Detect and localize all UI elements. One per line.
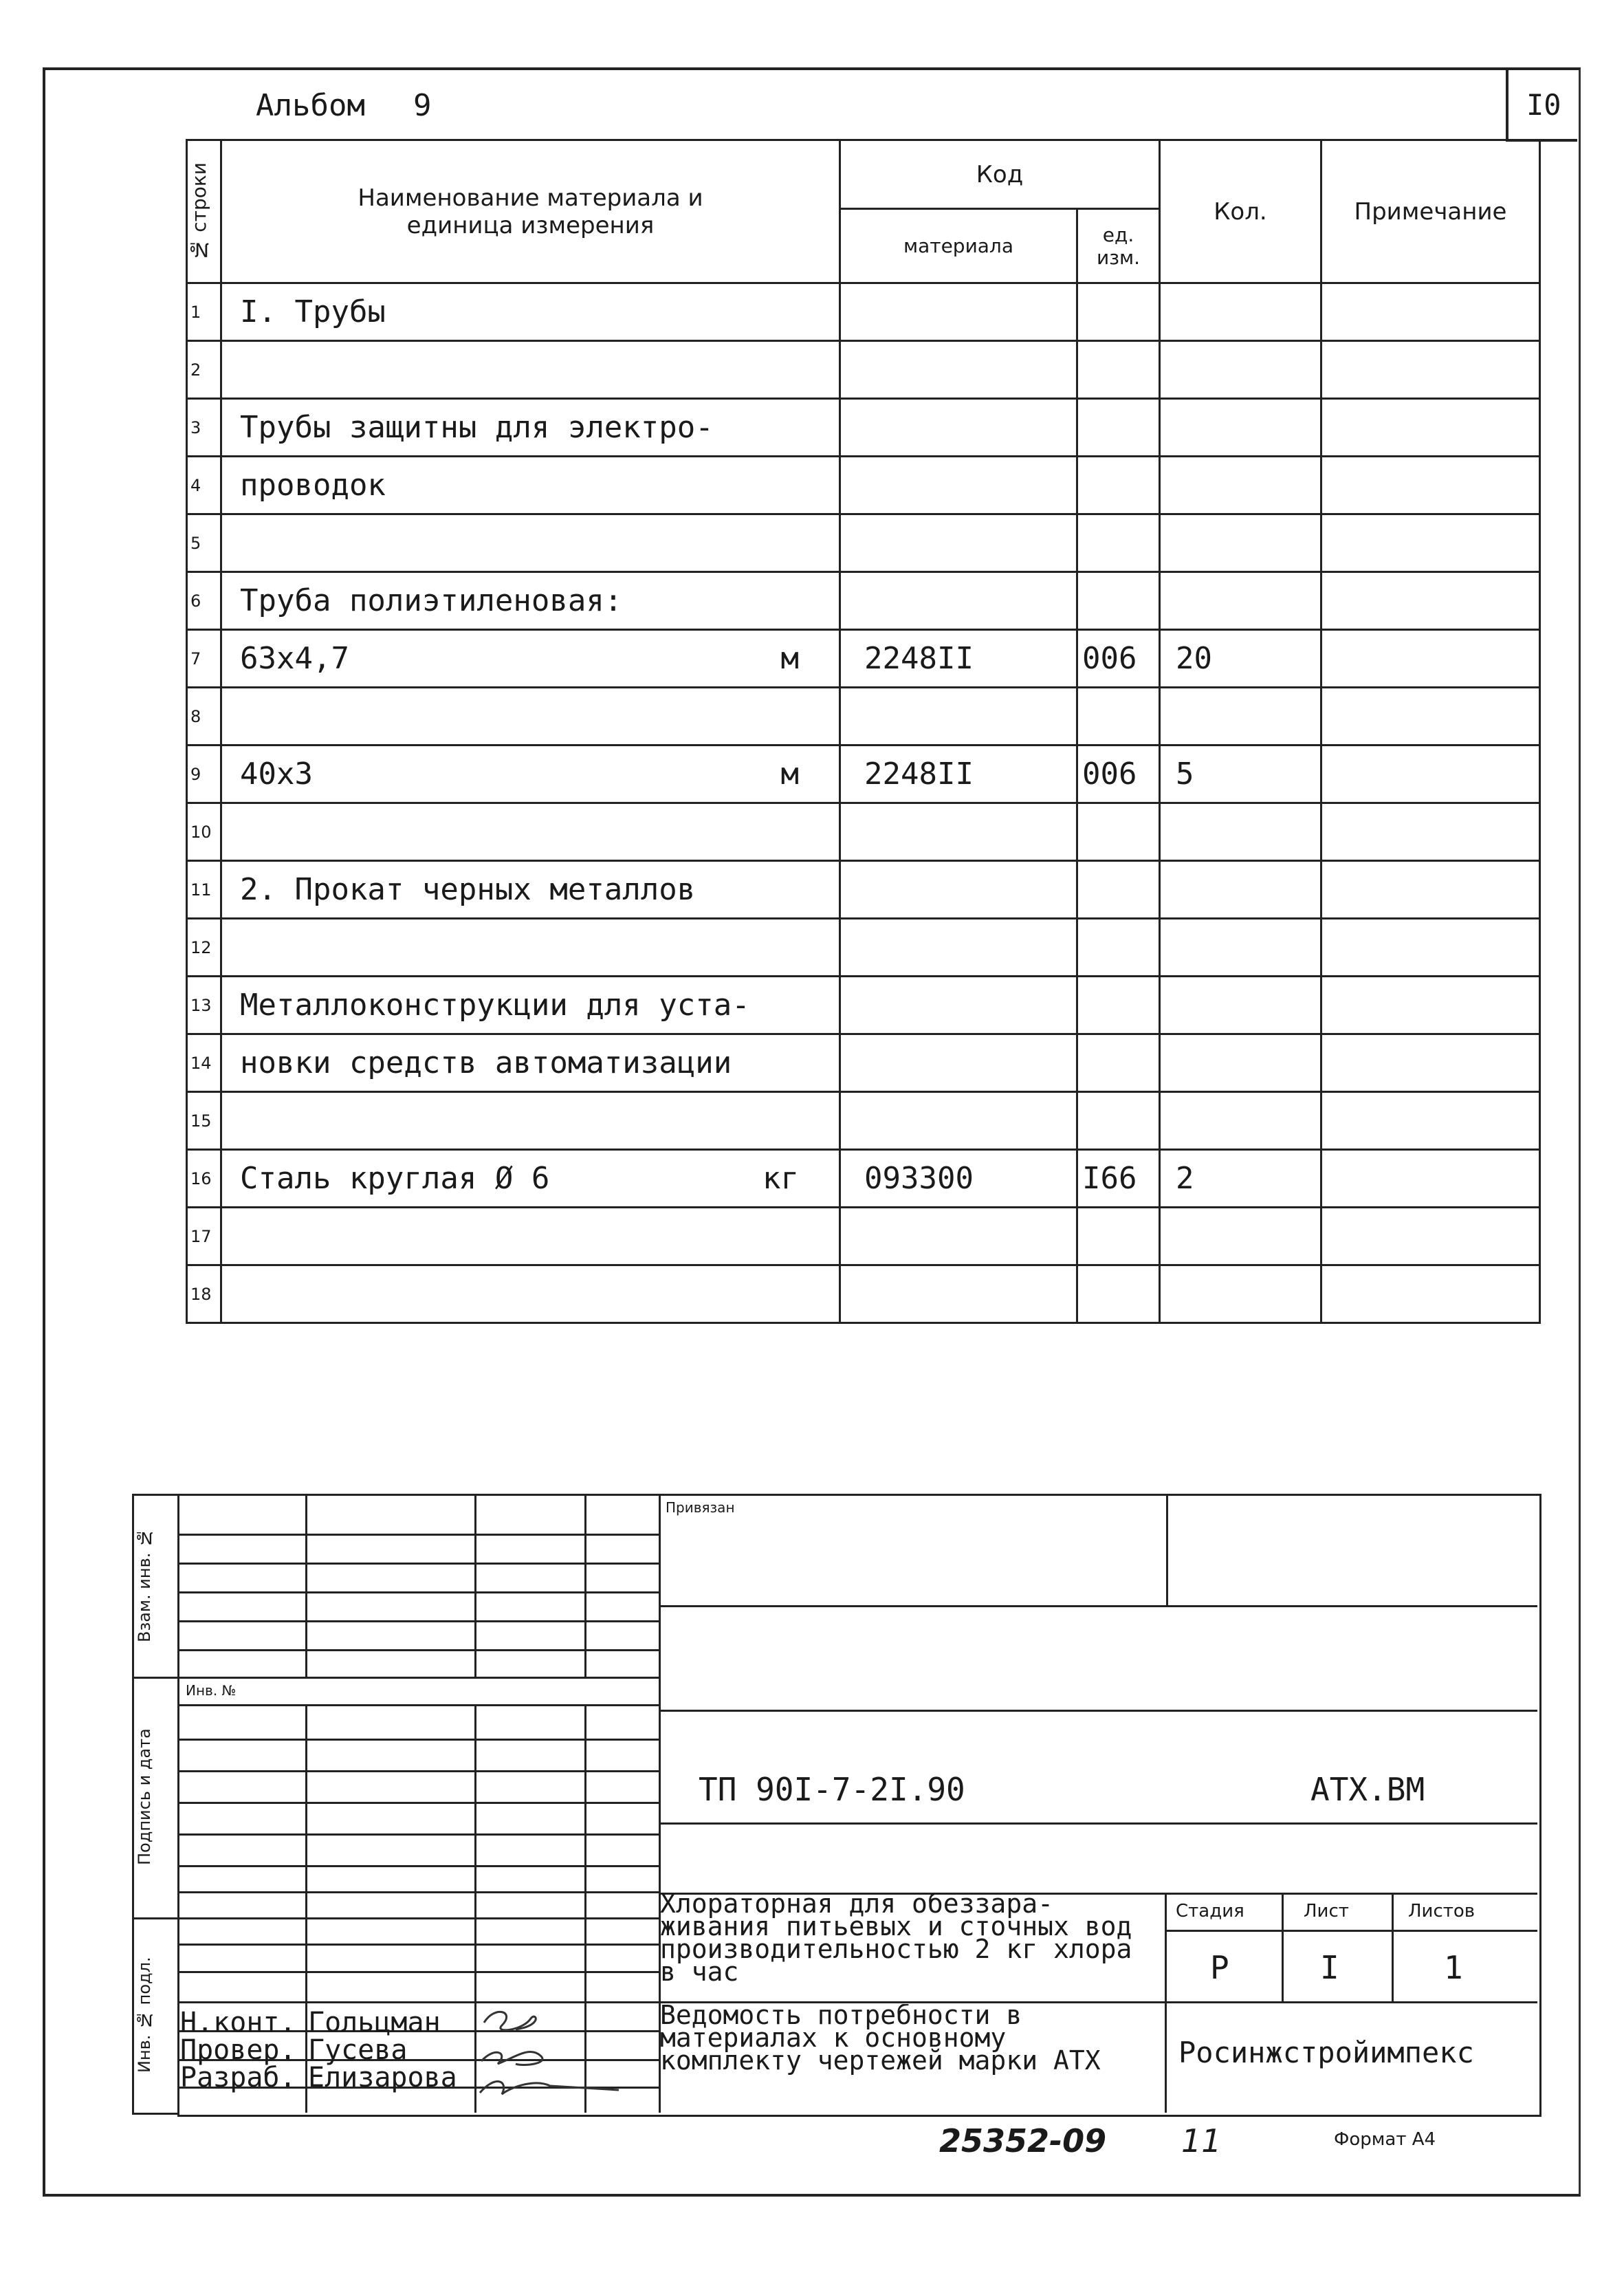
material-code [840, 861, 1077, 919]
col-code-unit-header: ед. изм. [1077, 209, 1160, 283]
unit-code [1077, 1092, 1160, 1150]
note [1321, 977, 1540, 1034]
unit-code [1077, 977, 1160, 1034]
note [1321, 803, 1540, 861]
table-row [187, 803, 1540, 861]
table-row [187, 861, 1540, 919]
material-name-cell [221, 977, 840, 1034]
table-row [187, 572, 1540, 630]
row-number: 4 [187, 457, 221, 514]
material-name-cell [221, 1092, 840, 1150]
material-name: новки средств автоматизации [240, 1045, 732, 1080]
unit-code [1077, 1208, 1160, 1265]
col-name-header: Наименование материала и единица измерения [221, 140, 840, 283]
material-name-cell [221, 919, 840, 977]
quantity [1160, 514, 1321, 572]
quantity [1160, 688, 1321, 745]
unit-code [1077, 514, 1160, 572]
note [1321, 572, 1540, 630]
inv-no-label: Инв. № [186, 1682, 237, 1699]
unit-code [1077, 572, 1160, 630]
table-row [187, 745, 1540, 803]
table-row [187, 1208, 1540, 1265]
sheets-value: 1 [1444, 1949, 1463, 1986]
row-number: 11 [187, 861, 221, 919]
unit-code [1077, 1034, 1160, 1092]
row-number: 9 [187, 745, 221, 803]
row-number: 8 [187, 688, 221, 745]
note [1321, 688, 1540, 745]
table-row [187, 457, 1540, 514]
unit-code [1077, 1265, 1160, 1323]
material-name-cell [221, 688, 840, 745]
format-label: Формат А4 [1334, 2129, 1436, 2150]
table-row [187, 1265, 1540, 1323]
note [1321, 1265, 1540, 1323]
label-vzam-inv: Взам. инв. № [135, 1528, 154, 1642]
material-name: 40x3 [240, 756, 313, 792]
material-name-cell [221, 514, 840, 572]
material-name-cell [221, 399, 840, 457]
note [1321, 341, 1540, 399]
unit-code [1077, 803, 1160, 861]
col-code-material-header: материала [840, 209, 1077, 283]
quantity: 2 [1160, 1150, 1321, 1208]
row-number: 12 [187, 919, 221, 977]
material-code [840, 514, 1077, 572]
material-name-cell [221, 457, 840, 514]
material-unit-label: м [780, 641, 799, 676]
row-number: 6 [187, 572, 221, 630]
quantity [1160, 1208, 1321, 1265]
material-code: 2248II [840, 745, 1077, 803]
material-code [840, 399, 1077, 457]
note [1321, 283, 1540, 341]
note [1321, 514, 1540, 572]
material-name-cell [221, 341, 840, 399]
note [1321, 1034, 1540, 1092]
material-unit-label: кг [762, 1161, 799, 1196]
quantity [1160, 803, 1321, 861]
material-name-cell [221, 572, 840, 630]
table-row [187, 919, 1540, 977]
sheet-number: I0 [1526, 88, 1561, 122]
quantity [1160, 341, 1321, 399]
unit-code [1077, 919, 1160, 977]
material-name-cell [221, 1208, 840, 1265]
material-unit-label: м [780, 756, 799, 792]
material-code [840, 341, 1077, 399]
row-number: 1 [187, 283, 221, 341]
table-row [187, 514, 1540, 572]
unit-code: I66 [1077, 1150, 1160, 1208]
signer-role-3: Разраб. [180, 2062, 296, 2093]
quantity [1160, 457, 1321, 514]
row-number: 5 [187, 514, 221, 572]
table-row [187, 341, 1540, 399]
material-code [840, 572, 1077, 630]
row-number: 13 [187, 977, 221, 1034]
material-code [840, 1034, 1077, 1092]
note [1321, 861, 1540, 919]
footer-number: 25352-09 [939, 2122, 1107, 2159]
unit-code: 006 [1077, 745, 1160, 803]
row-number: 2 [187, 341, 221, 399]
sheet-label: Лист [1304, 1901, 1349, 1922]
row-number: 7 [187, 630, 221, 688]
unit-code [1077, 399, 1160, 457]
material-code: 2248II [840, 630, 1077, 688]
document-title: Ведомость потребности в материалах к основному комплекту чертежей марки АТХ [660, 2004, 1101, 2076]
note [1321, 399, 1540, 457]
material-name: Сталь круглая Ø 6 [240, 1161, 550, 1196]
signer-name-1: Гольцман [308, 2007, 441, 2038]
album-header [256, 88, 479, 123]
material-name: проводок [240, 468, 386, 503]
col-code-header: Код [840, 140, 1160, 209]
material-name: I. Трубы [240, 294, 386, 329]
material-name-cell [221, 861, 840, 919]
material-code [840, 1265, 1077, 1323]
material-name: Труба полиэтиленовая: [240, 583, 623, 618]
footer-number-2: 11 [1181, 2122, 1222, 2159]
material-code [840, 688, 1077, 745]
col-row-number-header: № строки [187, 140, 221, 283]
quantity [1160, 919, 1321, 977]
quantity [1160, 861, 1321, 919]
table-row [187, 1092, 1540, 1150]
unit-code: 006 [1077, 630, 1160, 688]
quantity [1160, 572, 1321, 630]
table-row [187, 630, 1540, 688]
quantity [1160, 399, 1321, 457]
unit-code [1077, 341, 1160, 399]
album-label: Альбом [256, 88, 365, 123]
material-code [840, 1092, 1077, 1150]
sheets-label: Листов [1408, 1901, 1475, 1922]
row-number: 3 [187, 399, 221, 457]
row-number: 17 [187, 1208, 221, 1265]
note [1321, 1092, 1540, 1150]
signer-name-2: Гусева [308, 2034, 408, 2066]
quantity [1160, 1092, 1321, 1150]
row-number: 14 [187, 1034, 221, 1092]
quantity [1160, 977, 1321, 1034]
row-number: 16 [187, 1150, 221, 1208]
material-code [840, 919, 1077, 977]
quantity [1160, 283, 1321, 341]
unit-code [1077, 457, 1160, 514]
note [1321, 1208, 1540, 1265]
document-mark: АТХ.ВМ [1310, 1771, 1425, 1808]
material-name-cell [221, 1265, 840, 1323]
album-number: 9 [413, 88, 432, 123]
stage-label: Стадия [1176, 1901, 1244, 1922]
sheet-value: I [1320, 1949, 1339, 1986]
unit-code [1077, 861, 1160, 919]
note [1321, 919, 1540, 977]
signer-name-3: Елизарова [308, 2062, 457, 2093]
table-row [187, 399, 1540, 457]
table-row [187, 1034, 1540, 1092]
note [1321, 457, 1540, 514]
note [1321, 745, 1540, 803]
material-code [840, 457, 1077, 514]
material-name: Трубы защитны для электро- [240, 410, 714, 445]
material-name: 63x4,7 [240, 641, 349, 676]
table-row [187, 283, 1540, 341]
material-name-cell [221, 803, 840, 861]
material-name-cell [221, 1150, 840, 1208]
col-qty-header: Кол. [1160, 140, 1321, 283]
col-note-header: Примечание [1321, 140, 1540, 283]
note [1321, 630, 1540, 688]
materials-table [186, 139, 1541, 1324]
signature-scribbles [474, 1998, 639, 2108]
material-code [840, 803, 1077, 861]
material-name-cell [221, 745, 840, 803]
table-row [187, 977, 1540, 1034]
row-number: 15 [187, 1092, 221, 1150]
row-number: 10 [187, 803, 221, 861]
stage-value: Р [1210, 1949, 1229, 1986]
label-inv-original: Инв. № подл. [135, 1957, 154, 2073]
quantity [1160, 1034, 1321, 1092]
material-code [840, 977, 1077, 1034]
note [1321, 1150, 1540, 1208]
material-code [840, 283, 1077, 341]
table-row [187, 1150, 1540, 1208]
organization-name: Росинжстройимпекс [1178, 2036, 1474, 2069]
unit-code [1077, 688, 1160, 745]
material-name-cell [221, 1034, 840, 1092]
table-row [187, 688, 1540, 745]
quantity: 20 [1160, 630, 1321, 688]
label-signature-date: Подпись и дата [135, 1728, 154, 1865]
material-name-cell [221, 630, 840, 688]
object-description: Хлораторная для обеззара-живания питьевых и сточных вод производительностью 2 кг хлора в час [660, 1893, 1132, 1987]
unit-code [1077, 283, 1160, 341]
signer-role-1: Н.конт. [180, 2007, 296, 2038]
quantity: 5 [1160, 745, 1321, 803]
signer-role-2: Провер. [180, 2034, 296, 2066]
material-name: Металлоконструкции для уста- [240, 988, 750, 1023]
material-name-cell [221, 283, 840, 341]
row-number: 18 [187, 1265, 221, 1323]
privyazan-label: Привязан [666, 1499, 735, 1516]
material-name: 2. Прокат черных металлов [240, 872, 696, 907]
document-code: ТП 90I-7-2I.90 [699, 1771, 965, 1808]
material-code: 093300 [840, 1150, 1077, 1208]
quantity [1160, 1265, 1321, 1323]
material-code [840, 1208, 1077, 1265]
